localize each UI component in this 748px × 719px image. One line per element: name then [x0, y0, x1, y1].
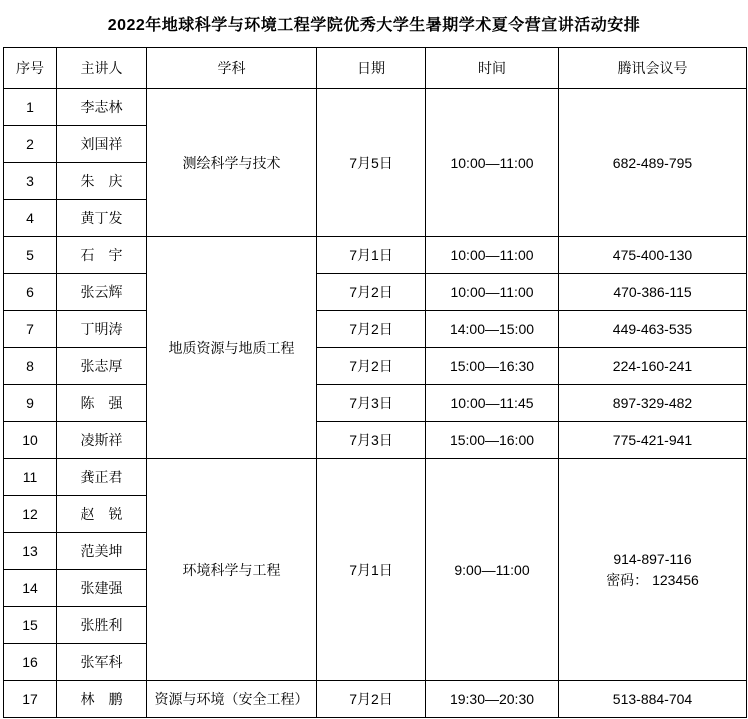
- cell-date: 7月5日: [317, 89, 426, 237]
- cell-no: 5: [4, 237, 57, 274]
- cell-no: 2: [4, 126, 57, 163]
- cell-subject: 资源与环境（安全工程）: [147, 681, 317, 718]
- table-row: [4, 681, 747, 718]
- cell-no: 13: [4, 533, 57, 570]
- cell-date: 7月1日: [317, 237, 426, 274]
- header-time: 时间: [426, 48, 559, 89]
- cell-no: 17: [4, 681, 57, 718]
- cell-meeting: 682-489-795: [559, 89, 747, 237]
- table-header: [4, 48, 747, 89]
- cell-no: 9: [4, 385, 57, 422]
- table-row: [4, 422, 747, 459]
- meeting-password: 密码： 123456: [606, 571, 699, 588]
- cell-subject: 测绘科学与技术: [147, 89, 317, 237]
- cell-speaker: 丁明涛: [57, 311, 147, 348]
- cell-time: 15:00—16:00: [426, 422, 559, 459]
- cell-no: 15: [4, 607, 57, 644]
- cell-date: 7月2日: [317, 274, 426, 311]
- table-row: [4, 89, 747, 126]
- cell-meeting: 513-884-704: [559, 681, 747, 718]
- cell-meeting: 470-386-115: [559, 274, 747, 311]
- table-row: [4, 385, 747, 422]
- cell-speaker: 李志林: [57, 89, 147, 126]
- schedule-table: [3, 47, 747, 718]
- table-row: [4, 348, 747, 385]
- cell-speaker: 陈 强: [57, 385, 147, 422]
- header-meeting: 腾讯会议号: [559, 48, 747, 89]
- cell-time: 14:00—15:00: [426, 311, 559, 348]
- cell-date: 7月2日: [317, 311, 426, 348]
- table-row: [4, 237, 747, 274]
- cell-speaker: 黄丁发: [57, 200, 147, 237]
- table-row: [4, 274, 747, 311]
- table-row: [4, 459, 747, 496]
- cell-meeting: 897-329-482: [559, 385, 747, 422]
- table-row: [4, 311, 747, 348]
- cell-no: 1: [4, 89, 57, 126]
- cell-date: 7月2日: [317, 681, 426, 718]
- meeting-id: 914-897-116: [613, 550, 692, 567]
- cell-speaker: 张建强: [57, 570, 147, 607]
- cell-no: 4: [4, 200, 57, 237]
- page-title: 2022年地球科学与环境工程学院优秀大学生暑期学术夏令营宣讲活动安排: [107, 17, 641, 34]
- cell-no: 6: [4, 274, 57, 311]
- cell-speaker: 刘国祥: [57, 126, 147, 163]
- header-subject: 学科: [147, 48, 317, 89]
- cell-no: 7: [4, 311, 57, 348]
- cell-time: 10:00—11:00: [426, 89, 559, 237]
- cell-speaker: 张军科: [57, 644, 147, 681]
- cell-subject: 地质资源与地质工程: [147, 237, 317, 459]
- header-date: 日期: [317, 48, 426, 89]
- cell-speaker: 张云辉: [57, 274, 147, 311]
- cell-date: 7月2日: [317, 348, 426, 385]
- cell-no: 14: [4, 570, 57, 607]
- header-row: [4, 48, 747, 89]
- cell-speaker: 林 鹏: [57, 681, 147, 718]
- header-no: 序号: [4, 48, 57, 89]
- cell-no: 11: [4, 459, 57, 496]
- cell-speaker: 凌斯祥: [57, 422, 147, 459]
- cell-time: 15:00—16:30: [426, 348, 559, 385]
- cell-meeting: 449-463-535: [559, 311, 747, 348]
- cell-date: 7月3日: [317, 385, 426, 422]
- cell-speaker: 张志厚: [57, 348, 147, 385]
- cell-speaker: 范美坤: [57, 533, 147, 570]
- cell-subject: 环境科学与工程: [147, 459, 317, 681]
- cell-no: 16: [4, 644, 57, 681]
- cell-date: 7月3日: [317, 422, 426, 459]
- cell-no: 3: [4, 163, 57, 200]
- cell-time: 19:30—20:30: [426, 681, 559, 718]
- cell-meeting: 224-160-241: [559, 348, 747, 385]
- cell-time: 9:00—11:00: [426, 459, 559, 681]
- cell-meeting: [559, 459, 747, 681]
- cell-time: 10:00—11:00: [426, 237, 559, 274]
- cell-no: 12: [4, 496, 57, 533]
- cell-speaker: 石 宇: [57, 237, 147, 274]
- cell-speaker: 朱 庆: [57, 163, 147, 200]
- cell-speaker: 龚正君: [57, 459, 147, 496]
- cell-no: 10: [4, 422, 57, 459]
- cell-time: 10:00—11:00: [426, 274, 559, 311]
- cell-time: 10:00—11:45: [426, 385, 559, 422]
- cell-meeting: 775-421-941: [559, 422, 747, 459]
- cell-meeting: 475-400-130: [559, 237, 747, 274]
- header-speaker: 主讲人: [57, 48, 147, 89]
- cell-speaker: 张胜利: [57, 607, 147, 644]
- cell-speaker: 赵 锐: [57, 496, 147, 533]
- cell-no: 8: [4, 348, 57, 385]
- cell-date: 7月1日: [317, 459, 426, 681]
